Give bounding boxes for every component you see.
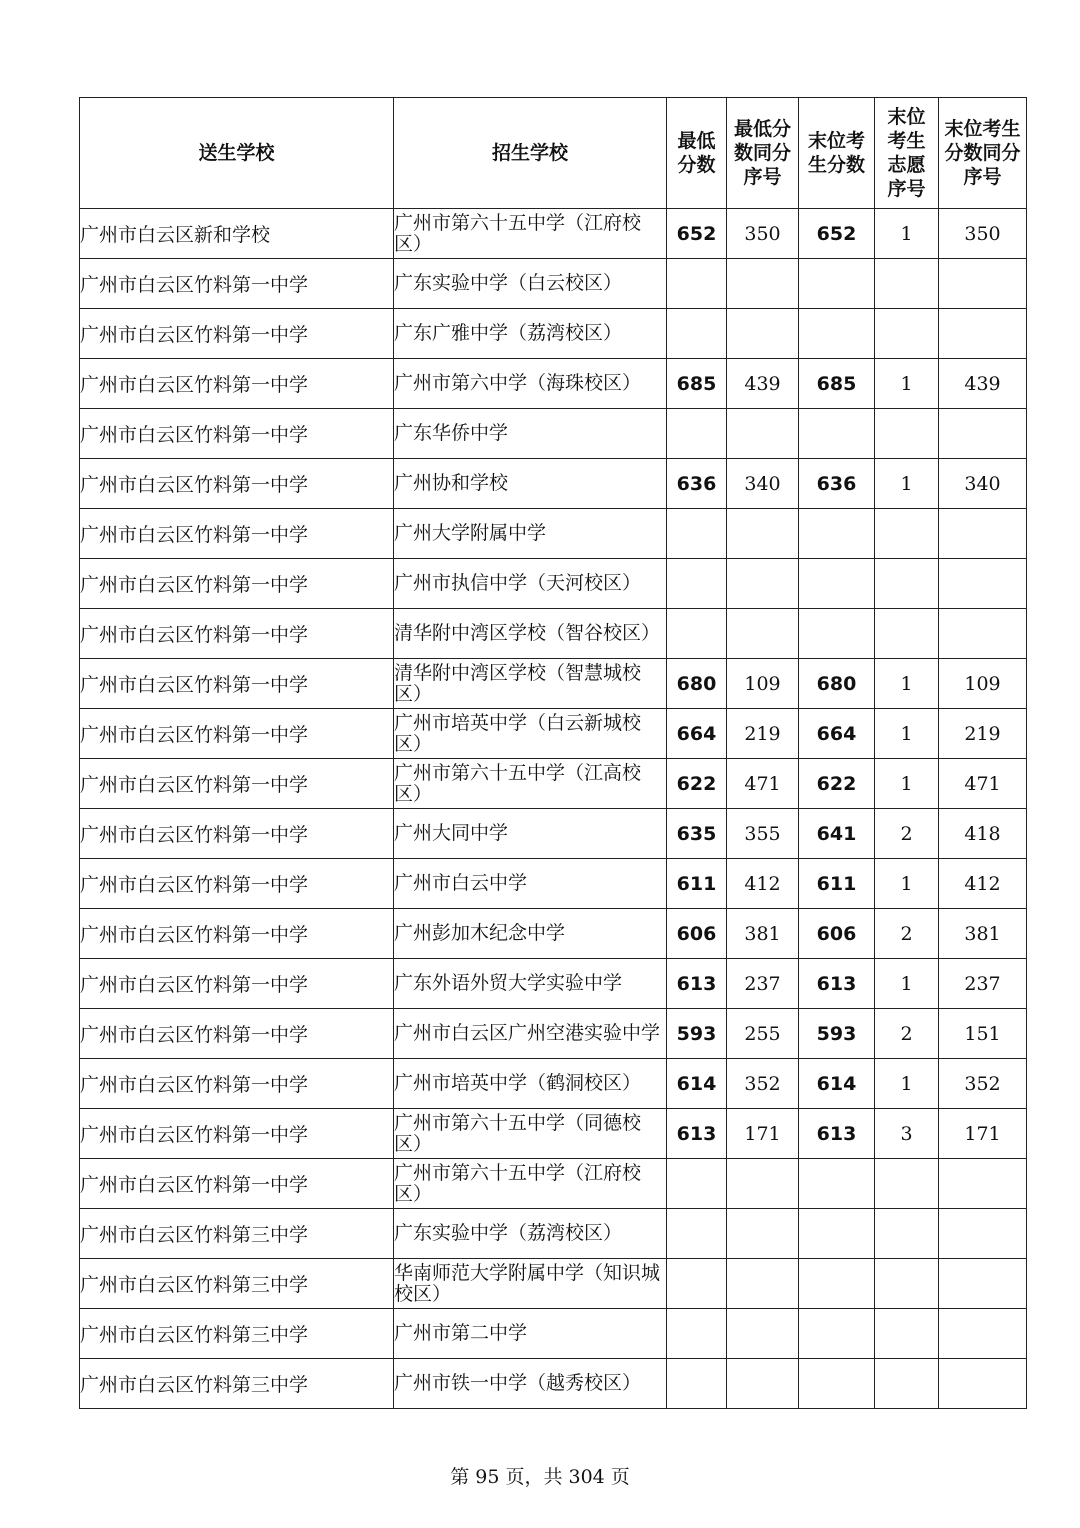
min-score-rank-cell: 412 — [727, 859, 799, 909]
header-min-score-rank: 最低分 数同分 序号 — [727, 98, 799, 209]
last-score-rank-cell — [939, 309, 1027, 359]
last-score-cell: 664 — [799, 709, 875, 759]
last-score-rank-cell: 171 — [939, 1109, 1027, 1159]
receiving-school-cell: 广东华侨中学 — [394, 409, 667, 459]
table-row — [80, 259, 1027, 309]
sending-school-cell: 广州市白云区竹料第一中学 — [80, 309, 394, 359]
min-score-cell: 680 — [667, 659, 727, 709]
table-row — [80, 1359, 1027, 1409]
last-wish-order-cell — [875, 1159, 939, 1209]
table-row — [80, 1159, 1027, 1209]
min-score-rank-cell — [727, 1159, 799, 1209]
last-score-rank-cell — [939, 1359, 1027, 1409]
last-score-rank-cell: 219 — [939, 709, 1027, 759]
receiving-school-cell: 广州彭加木纪念中学 — [394, 909, 667, 959]
sending-school-cell: 广州市白云区竹料第一中学 — [80, 609, 394, 659]
sending-school-cell: 广州市白云区竹料第三中学 — [80, 1359, 394, 1409]
last-score-rank-cell: 418 — [939, 809, 1027, 859]
last-score-cell: 652 — [799, 209, 875, 259]
last-score-cell: 685 — [799, 359, 875, 409]
last-wish-order-cell: 1 — [875, 209, 939, 259]
table-row — [80, 809, 1027, 859]
header-last-score: 末位考 生分数 — [799, 98, 875, 209]
last-score-cell: 593 — [799, 1009, 875, 1059]
min-score-cell — [667, 1159, 727, 1209]
last-score-cell: 680 — [799, 659, 875, 709]
last-score-cell: 611 — [799, 859, 875, 909]
min-score-cell: 685 — [667, 359, 727, 409]
last-score-cell — [799, 1209, 875, 1259]
last-score-rank-cell: 350 — [939, 209, 1027, 259]
min-score-cell — [667, 259, 727, 309]
sending-school-cell: 广州市白云区竹料第一中学 — [80, 759, 394, 809]
last-wish-order-cell: 2 — [875, 809, 939, 859]
min-score-rank-cell: 255 — [727, 1009, 799, 1059]
min-score-cell — [667, 1309, 727, 1359]
min-score-rank-cell — [727, 609, 799, 659]
last-score-cell — [799, 509, 875, 559]
min-score-cell: 611 — [667, 859, 727, 909]
min-score-cell — [667, 559, 727, 609]
table-header-row — [80, 98, 1027, 209]
min-score-rank-cell — [727, 259, 799, 309]
sending-school-cell: 广州市白云区竹料第一中学 — [80, 1159, 394, 1209]
min-score-rank-cell — [727, 1259, 799, 1309]
last-score-rank-cell — [939, 559, 1027, 609]
min-score-cell: 613 — [667, 1109, 727, 1159]
receiving-school-cell: 广州市第六十五中学（江府校区） — [394, 209, 667, 259]
min-score-cell: 614 — [667, 1059, 727, 1109]
sending-school-cell: 广州市白云区竹料第一中学 — [80, 409, 394, 459]
sending-school-cell: 广州市白云区竹料第一中学 — [80, 809, 394, 859]
last-score-cell: 622 — [799, 759, 875, 809]
last-wish-order-cell: 1 — [875, 859, 939, 909]
table-row — [80, 359, 1027, 409]
table-row — [80, 959, 1027, 1009]
table-row — [80, 459, 1027, 509]
last-wish-order-cell — [875, 259, 939, 309]
sending-school-cell: 广州市白云区竹料第一中学 — [80, 259, 394, 309]
min-score-cell — [667, 1209, 727, 1259]
sending-school-cell: 广州市白云区竹料第一中学 — [80, 559, 394, 609]
table-row — [80, 1109, 1027, 1159]
sending-school-cell: 广州市白云区竹料第一中学 — [80, 459, 394, 509]
min-score-cell: 636 — [667, 459, 727, 509]
min-score-cell: 652 — [667, 209, 727, 259]
receiving-school-cell: 广州市白云区广州空港实验中学 — [394, 1009, 667, 1059]
last-score-rank-cell: 109 — [939, 659, 1027, 709]
receiving-school-cell: 广州市培英中学（鹤洞校区） — [394, 1059, 667, 1109]
min-score-cell — [667, 409, 727, 459]
last-wish-order-cell: 1 — [875, 359, 939, 409]
table-row — [80, 609, 1027, 659]
table-row — [80, 1059, 1027, 1109]
sending-school-cell: 广州市白云区竹料第三中学 — [80, 1309, 394, 1359]
table-row — [80, 559, 1027, 609]
min-score-cell: 635 — [667, 809, 727, 859]
receiving-school-cell: 清华附中湾区学校（智谷校区） — [394, 609, 667, 659]
table-row — [80, 1259, 1027, 1309]
receiving-school-cell: 广州市白云中学 — [394, 859, 667, 909]
receiving-school-cell: 广州市第二中学 — [394, 1309, 667, 1359]
min-score-cell — [667, 609, 727, 659]
min-score-rank-cell — [727, 559, 799, 609]
last-score-cell — [799, 1259, 875, 1309]
sending-school-cell: 广州市白云区竹料第三中学 — [80, 1259, 394, 1309]
last-score-cell — [799, 1309, 875, 1359]
min-score-rank-cell: 381 — [727, 909, 799, 959]
min-score-cell: 613 — [667, 959, 727, 1009]
last-wish-order-cell: 2 — [875, 1009, 939, 1059]
table-row — [80, 309, 1027, 359]
table-row — [80, 759, 1027, 809]
last-wish-order-cell: 1 — [875, 959, 939, 1009]
header-min-score: 最低 分数 — [667, 98, 727, 209]
header-receiving-school: 招生学校 — [394, 98, 667, 209]
receiving-school-cell: 广州大同中学 — [394, 809, 667, 859]
table-body — [80, 209, 1027, 1409]
min-score-cell — [667, 509, 727, 559]
last-score-rank-cell — [939, 509, 1027, 559]
last-score-rank-cell: 340 — [939, 459, 1027, 509]
table-row — [80, 1009, 1027, 1059]
last-wish-order-cell: 1 — [875, 709, 939, 759]
sending-school-cell: 广州市白云区竹料第一中学 — [80, 659, 394, 709]
receiving-school-cell: 广州市执信中学（天河校区） — [394, 559, 667, 609]
receiving-school-cell: 广州协和学校 — [394, 459, 667, 509]
receiving-school-cell: 广州市第六十五中学（同德校区） — [394, 1109, 667, 1159]
sending-school-cell: 广州市白云区新和学校 — [80, 209, 394, 259]
min-score-rank-cell: 350 — [727, 209, 799, 259]
header-sending-school: 送生学校 — [80, 98, 394, 209]
sending-school-cell: 广州市白云区竹料第一中学 — [80, 1059, 394, 1109]
last-score-rank-cell — [939, 409, 1027, 459]
receiving-school-cell: 华南师范大学附属中学（知识城校区） — [394, 1259, 667, 1309]
last-score-cell — [799, 1359, 875, 1409]
min-score-cell: 606 — [667, 909, 727, 959]
sending-school-cell: 广州市白云区竹料第一中学 — [80, 509, 394, 559]
page-number-footer: 第 95 页，共 304 页 — [450, 1466, 630, 1488]
min-score-cell: 664 — [667, 709, 727, 759]
last-score-rank-cell — [939, 1209, 1027, 1259]
sending-school-cell: 广州市白云区竹料第一中学 — [80, 709, 394, 759]
min-score-cell: 622 — [667, 759, 727, 809]
min-score-rank-cell: 171 — [727, 1109, 799, 1159]
last-score-cell — [799, 559, 875, 609]
receiving-school-cell: 清华附中湾区学校（智慧城校区） — [394, 659, 667, 709]
last-score-rank-cell — [939, 1309, 1027, 1359]
table-row — [80, 209, 1027, 259]
receiving-school-cell: 广东外语外贸大学实验中学 — [394, 959, 667, 1009]
last-score-rank-cell: 412 — [939, 859, 1027, 909]
min-score-rank-cell — [727, 1309, 799, 1359]
min-score-rank-cell: 471 — [727, 759, 799, 809]
header-last-wish-order: 末位 考生 志愿 序号 — [875, 98, 939, 209]
min-score-rank-cell — [727, 1359, 799, 1409]
last-wish-order-cell — [875, 309, 939, 359]
last-wish-order-cell — [875, 1209, 939, 1259]
min-score-rank-cell — [727, 309, 799, 359]
last-wish-order-cell: 3 — [875, 1109, 939, 1159]
last-score-cell: 613 — [799, 1109, 875, 1159]
min-score-rank-cell: 355 — [727, 809, 799, 859]
last-score-rank-cell: 151 — [939, 1009, 1027, 1059]
receiving-school-cell: 广州市培英中学（白云新城校区） — [394, 709, 667, 759]
receiving-school-cell: 广州市第六十五中学（江府校区） — [394, 1159, 667, 1209]
last-score-cell — [799, 409, 875, 459]
last-score-cell — [799, 1159, 875, 1209]
last-score-rank-cell: 352 — [939, 1059, 1027, 1109]
last-wish-order-cell — [875, 1259, 939, 1309]
table-row — [80, 859, 1027, 909]
table-row — [80, 409, 1027, 459]
min-score-cell — [667, 1259, 727, 1309]
receiving-school-cell: 广东实验中学（白云校区） — [394, 259, 667, 309]
last-wish-order-cell — [875, 1359, 939, 1409]
min-score-rank-cell: 439 — [727, 359, 799, 409]
min-score-cell — [667, 309, 727, 359]
last-score-cell: 606 — [799, 909, 875, 959]
receiving-school-cell: 广州市第六中学（海珠校区） — [394, 359, 667, 409]
receiving-school-cell: 广州大学附属中学 — [394, 509, 667, 559]
last-wish-order-cell: 1 — [875, 459, 939, 509]
last-score-cell: 613 — [799, 959, 875, 1009]
min-score-rank-cell: 340 — [727, 459, 799, 509]
last-score-rank-cell — [939, 1159, 1027, 1209]
last-score-cell: 614 — [799, 1059, 875, 1109]
admission-score-table — [79, 97, 1027, 1409]
table-row — [80, 709, 1027, 759]
sending-school-cell: 广州市白云区竹料第一中学 — [80, 909, 394, 959]
min-score-rank-cell: 219 — [727, 709, 799, 759]
last-score-cell — [799, 609, 875, 659]
last-score-rank-cell: 439 — [939, 359, 1027, 409]
last-wish-order-cell: 1 — [875, 759, 939, 809]
sending-school-cell: 广州市白云区竹料第一中学 — [80, 959, 394, 1009]
last-score-cell — [799, 309, 875, 359]
last-score-cell — [799, 259, 875, 309]
last-score-rank-cell: 237 — [939, 959, 1027, 1009]
min-score-rank-cell — [727, 509, 799, 559]
receiving-school-cell: 广东广雅中学（荔湾校区） — [394, 309, 667, 359]
receiving-school-cell: 广州市第六十五中学（江高校区） — [394, 759, 667, 809]
min-score-rank-cell — [727, 409, 799, 459]
last-wish-order-cell — [875, 1309, 939, 1359]
last-score-cell: 641 — [799, 809, 875, 859]
min-score-rank-cell: 109 — [727, 659, 799, 709]
sending-school-cell: 广州市白云区竹料第一中学 — [80, 859, 394, 909]
receiving-school-cell: 广州市铁一中学（越秀校区） — [394, 1359, 667, 1409]
last-wish-order-cell: 1 — [875, 659, 939, 709]
last-wish-order-cell: 2 — [875, 909, 939, 959]
sending-school-cell: 广州市白云区竹料第一中学 — [80, 1109, 394, 1159]
last-wish-order-cell — [875, 509, 939, 559]
last-wish-order-cell — [875, 609, 939, 659]
sending-school-cell: 广州市白云区竹料第一中学 — [80, 1009, 394, 1059]
last-score-rank-cell — [939, 1259, 1027, 1309]
header-last-score-rank: 末位考生 分数同分 序号 — [939, 98, 1027, 209]
sending-school-cell: 广州市白云区竹料第三中学 — [80, 1209, 394, 1259]
last-wish-order-cell: 1 — [875, 1059, 939, 1109]
table-row — [80, 1209, 1027, 1259]
min-score-rank-cell — [727, 1209, 799, 1259]
sending-school-cell: 广州市白云区竹料第一中学 — [80, 359, 394, 409]
last-score-cell: 636 — [799, 459, 875, 509]
min-score-rank-cell: 352 — [727, 1059, 799, 1109]
last-score-rank-cell — [939, 609, 1027, 659]
last-score-rank-cell: 381 — [939, 909, 1027, 959]
table-row — [80, 909, 1027, 959]
min-score-rank-cell: 237 — [727, 959, 799, 1009]
min-score-cell: 593 — [667, 1009, 727, 1059]
table-row — [80, 1309, 1027, 1359]
table-row — [80, 659, 1027, 709]
receiving-school-cell: 广东实验中学（荔湾校区） — [394, 1209, 667, 1259]
min-score-cell — [667, 1359, 727, 1409]
last-wish-order-cell — [875, 559, 939, 609]
last-score-rank-cell: 471 — [939, 759, 1027, 809]
table-row — [80, 509, 1027, 559]
last-wish-order-cell — [875, 409, 939, 459]
last-score-rank-cell — [939, 259, 1027, 309]
